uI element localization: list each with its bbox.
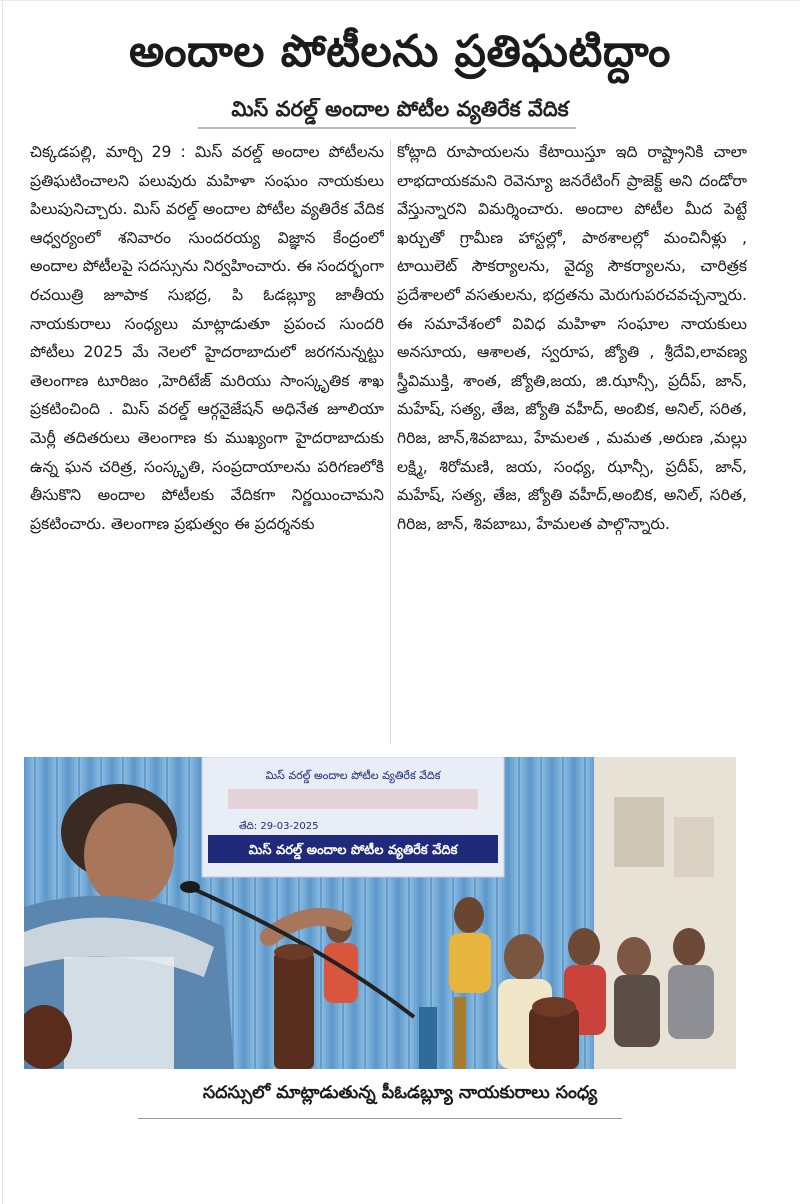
photo-caption: సదస్సులో మాట్లాడుతున్న పీఓడబ్ల్యూ నాయకురాలు సంధ్య [202, 1083, 598, 1103]
banner-line1: మిస్ వరల్డ్ అందాల పోటీల వ్యతిరేక వేదిక [265, 769, 441, 782]
meeting-photo-illustration [24, 757, 736, 1069]
article-column-left [30, 138, 384, 748]
column-divider [390, 140, 391, 744]
subheadline-underline [198, 127, 576, 129]
article-body-left: చిక్కడపల్లి, మార్చి 29 : మిస్ వరల్డ్ అందాల పోటీలను ప్రతిఘటించాలని పలువురు మహిళా సంఘం నాయకులు పిలుపునిచ్చారు. మిస్ వరల్డ్ అందాల పోటీల వ్యతిరేక వేదిక ఆధ్వర్యంలో శనివారం సుందరయ్య విజ్ఞాన కేంద్రంలో అందాల పోటీలపై సదస్సును నిర్వహించారు. ఈ సందర్భంగా రచయిత్రి జూపాక సుభద్ర, పి ఓడబ్ల్యూ జాతీయ నాయకురాలు సంధ్యలు మాట్లాడుతూ ప్రపంచ సుందరి పోటీలు 2025 మే నెలలో హైదరాబాదులో జరగనున్నట్టు తెలంగాణ టూరిజం ,హెరిటేజ్ మరియు సాంస్కృతిక శాఖ ప్రకటించింది . మిస్ వరల్డ్ ఆర్గనైజేషన్ అధినేత జూలియా మెర్లీ తదితరులు తెలంగాణ కు ముఖ్యంగా హైదరాబాదుకు ఉన్న ఘన చరిత్ర, సంస్కృతి, సంప్రదాయాలను పరిగణలోకి తీసుకొని అందాల పోటీలకు వేదికగా నిర్ణయించామని ప్రకటించారు. తెలంగాణ ప్రభుత్వం ఈ ప్రదర్శనకు [30, 143, 384, 533]
microphone-head [180, 881, 200, 893]
page-left-edge [2, 0, 3, 1204]
news-photo [24, 757, 736, 1069]
wall-frame [614, 797, 664, 867]
article-body-right: కోట్లాది రూపాయలను కేటాయిస్తూ ఇది రాష్ట్రానికి చాలా లాభదాయకమని రెవెన్యూ జనరేటింగ్ ప్రాజెక్ట్ అని దండోరా వేస్తున్నారని విమర్శించారు. అందాల పోటీల మీద పెట్టే ఖర్చుతో గ్రామీణ హాస్టల్లో, పాఠశాలల్లో మంచినీళ్లు , టాయిలెట్ సౌకర్యాలను, వైద్య సౌకర్యాలను, చారిత్రక ప్రదేశాలలో వసతులను, భద్రతను మెరుగుపరచవచ్చన్నారు. ఈ సమావేశంలో వివిధ మహిళా సంఘాల నాయకులు అనసూయ, ఆశాలత, స్వరూప, జ్యోతి , శ్రీదేవి,లావణ్య స్త్రీవిముక్తి, శాంత, జ్యోతి,జయ, జి.ఝాన్సీ, ప్రదీప్, జాన్, మహేష్, సత్య, తేజ, జ్యోతి వహీద్, అంబిక, అనిల్, సరిత, గిరిజ, జాన్,శివబాబు, హేమలత , మమత ,అరుణ ,మల్లు లక్ష్మి, శిరోమణి, జయ, సంధ్య, ఝాన్సీ, ప్రదీప్, జాన్, మహేష్, సత్య, తేజ, జ్యోతి వహీద్,అంబిక, అనిల్, సరిత, గిరిజ, జాన్, శివబాబు, హేమలత పాల్గొన్నారు. [397, 143, 747, 533]
stage-banner [202, 757, 504, 877]
banner-date: తేది: 29-03-2025 [239, 821, 319, 832]
banner-main-text: మిస్ వరల్డ్ అందాల పోటీల వ్యతిరేక వేదిక [248, 843, 458, 858]
page-top-edge [0, 0, 800, 1]
caption-underline [138, 1118, 622, 1119]
article-subheadline: మిస్ వరల్డ్ అందాల పోటీల వ్యతిరేక వేదిక [231, 97, 569, 121]
wall-panel [674, 817, 714, 877]
article-headline: అందాల పోటీలను ప్రతిఘటిద్దాం [129, 26, 671, 77]
article-column-right [397, 138, 747, 748]
